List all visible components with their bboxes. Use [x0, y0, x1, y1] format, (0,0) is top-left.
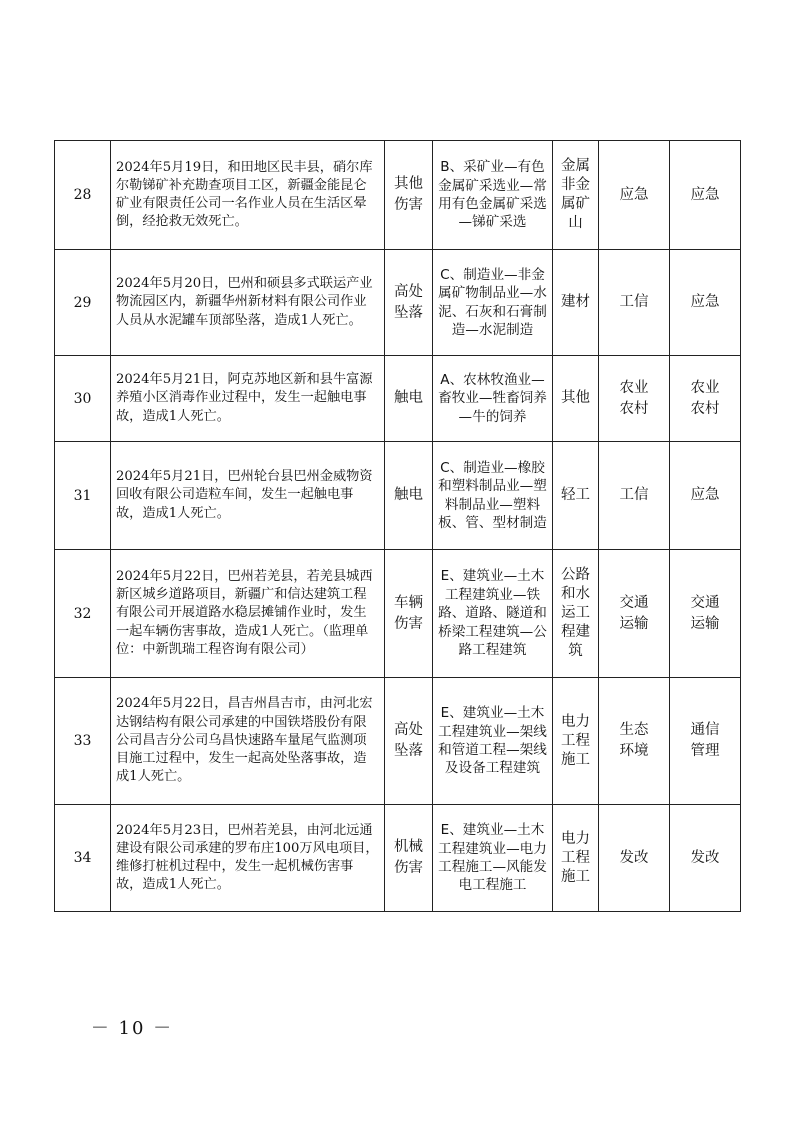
accident-description-cell — [111, 141, 385, 250]
industry-category-cell — [553, 356, 599, 442]
accident-description-cell — [111, 550, 385, 678]
row-number-cell — [55, 141, 111, 250]
table-row — [55, 356, 741, 442]
accident-description: 2024年5月21日，巴州轮台县巴州金威物资回收有限公司造粒车间，发生一起触电事故，造成1人死亡。 — [116, 469, 373, 521]
industry-classification: E、建筑业—土木工程建筑业—电力工程施工—风能发电工程施工 — [438, 822, 547, 894]
industry-category-cell — [553, 141, 599, 250]
accident-description: 2024年5月22日，昌吉州昌吉市，由河北宏达钢结构有限公司承建的中国铁塔股份有限公司昌吉分公司乌昌快速路车量尾气监测项目施工过程中，发生一起高处坠落事故，造成1人死亡。 — [116, 696, 373, 785]
industry-department: 发改 — [619, 849, 649, 866]
table-row — [55, 550, 741, 678]
supervision-department-cell — [670, 805, 741, 912]
row-number-cell — [55, 250, 111, 356]
accident-type-cell — [385, 356, 433, 442]
row-number: 31 — [73, 487, 92, 504]
row-number: 34 — [73, 850, 92, 866]
accident-description-cell — [111, 442, 385, 550]
accident-type-cell — [385, 442, 433, 550]
industry-classification-cell — [433, 805, 553, 912]
industry-category: 电力 工程 施工 — [561, 713, 590, 768]
industry-department: 工信 — [619, 294, 649, 310]
industry-department-cell — [599, 250, 670, 356]
supervision-department-cell — [670, 678, 741, 805]
industry-department-cell — [599, 356, 670, 442]
accident-type: 机械 伤害 — [394, 839, 423, 876]
supervision-department-cell — [670, 356, 741, 442]
row-number-cell — [55, 356, 111, 442]
industry-classification: C、制造业—非金属矿物制品业—水泥、石灰和石膏制造—水泥制造 — [438, 266, 547, 338]
accident-type: 其他 伤害 — [394, 176, 423, 213]
industry-department: 应急 — [619, 186, 649, 203]
industry-department-cell — [599, 678, 670, 805]
industry-classification-cell — [433, 250, 553, 356]
supervision-department-cell — [670, 250, 741, 356]
industry-category-cell — [553, 442, 599, 550]
supervision-department-cell — [670, 141, 741, 250]
industry-classification-cell — [433, 442, 553, 550]
supervision-department: 应急 — [690, 294, 720, 310]
accident-description-cell — [111, 805, 385, 912]
accident-description: 2024年5月21日，阿克苏地区新和县牛富源养殖小区消毒作业过程中，发生一起触电事故，造成1人死亡。 — [116, 372, 373, 424]
accident-description-cell — [111, 250, 385, 356]
accident-type-cell — [385, 141, 433, 250]
accident-description-cell — [111, 678, 385, 805]
industry-category: 轻工 — [561, 487, 590, 503]
industry-department-cell — [599, 141, 670, 250]
industry-department: 生态 环境 — [619, 722, 649, 759]
row-number: 32 — [73, 605, 92, 622]
supervision-department-cell — [670, 550, 741, 678]
accident-type-cell — [385, 805, 433, 912]
industry-department-cell — [599, 442, 670, 550]
supervision-department: 应急 — [690, 186, 720, 203]
industry-classification-cell — [433, 141, 553, 250]
accident-table-body — [55, 141, 741, 912]
industry-category-cell — [553, 805, 599, 912]
industry-department: 工信 — [619, 487, 649, 503]
row-number: 33 — [73, 733, 92, 749]
table-row — [55, 442, 741, 550]
industry-department: 交通 运输 — [619, 594, 649, 632]
accident-table — [54, 140, 741, 912]
accident-type: 触电 — [394, 390, 423, 406]
industry-category: 其他 — [561, 390, 590, 406]
industry-category: 建材 — [561, 294, 590, 310]
row-number-cell — [55, 442, 111, 550]
row-number: 29 — [73, 294, 92, 311]
supervision-department: 应急 — [690, 487, 720, 503]
industry-classification-cell — [433, 550, 553, 678]
table-row — [55, 250, 741, 356]
industry-classification: C、制造业—橡胶和塑料制品业—塑料制品业—塑料板、管、型材制造 — [438, 459, 547, 531]
industry-classification-cell — [433, 356, 553, 442]
accident-description: 2024年5月19日，和田地区民丰县，硝尔库尔勒锑矿补充勘查项目工区，新疆金能昆仑矿业有限责任公司一名作业人员在生活区晕倒，经抢救无效死亡。 — [116, 159, 373, 230]
industry-classification-cell — [433, 678, 553, 805]
row-number: 30 — [73, 390, 92, 407]
accident-type: 触电 — [394, 487, 423, 503]
table-row — [55, 805, 741, 912]
industry-classification: E、建筑业—土木工程建筑业—架线和管道工程—架线及设备工程建筑 — [438, 705, 547, 777]
accident-description: 2024年5月20日，巴州和硕县多式联运产业物流园区内，新疆华州新材料有限公司作业人员从水泥罐车顶部坠落，造成1人死亡。 — [116, 276, 373, 328]
accident-description: 2024年5月22日，巴州若羌县，若羌县城西新区城乡道路项目，新疆广和信达建筑工程有限公司开展道路水稳层摊铺作业时，发生一起车辆伤害事故，造成1人死亡。（监理单位：中新凯瑞工程咨询有限公司） — [116, 568, 373, 657]
industry-category-cell — [553, 250, 599, 356]
supervision-department: 农业 农村 — [690, 379, 720, 417]
table-row — [55, 141, 741, 250]
industry-category: 金属 非金 属矿 山 — [561, 158, 590, 231]
industry-department: 农业 农村 — [619, 379, 649, 417]
industry-classification: A、农林牧渔业—畜牧业—牲畜饲养—牛的饲养 — [438, 371, 547, 425]
industry-category: 电力 工程 施工 — [561, 830, 590, 885]
industry-department-cell — [599, 550, 670, 678]
accident-type-cell — [385, 678, 433, 805]
industry-classification: B、采矿业—有色金属矿采选业—常用有色金属矿采选—锑矿采选 — [438, 159, 547, 231]
accident-type: 高处 坠落 — [394, 283, 423, 321]
accident-type-cell — [385, 550, 433, 678]
supervision-department: 交通 运输 — [690, 594, 720, 632]
row-number-cell — [55, 805, 111, 912]
accident-type: 车辆 伤害 — [394, 594, 423, 632]
page-number: － 10 － — [90, 1018, 174, 1039]
industry-category: 公路 和水 运工 程建 筑 — [561, 567, 590, 659]
row-number-cell — [55, 678, 111, 805]
industry-classification: E、建筑业—土木工程建筑业—铁路、道路、隧道和桥梁工程建筑—公路工程建筑 — [438, 568, 547, 659]
accident-type: 高处 坠落 — [394, 722, 423, 759]
supervision-department: 发改 — [690, 849, 720, 866]
supervision-department: 通信 管理 — [690, 722, 720, 759]
accident-description: 2024年5月23日，巴州若羌县，由河北远通建设有限公司承建的罗布庄100万风电项目，维修打桩机过程中，发生一起机械伤害事故，造成1人死亡。 — [116, 822, 379, 893]
industry-category-cell — [553, 678, 599, 805]
row-number-cell — [55, 550, 111, 678]
accident-description-cell — [111, 356, 385, 442]
supervision-department-cell — [670, 442, 741, 550]
table-row — [55, 678, 741, 805]
accident-type-cell — [385, 250, 433, 356]
industry-department-cell — [599, 805, 670, 912]
industry-category-cell — [553, 550, 599, 678]
row-number: 28 — [73, 187, 92, 203]
